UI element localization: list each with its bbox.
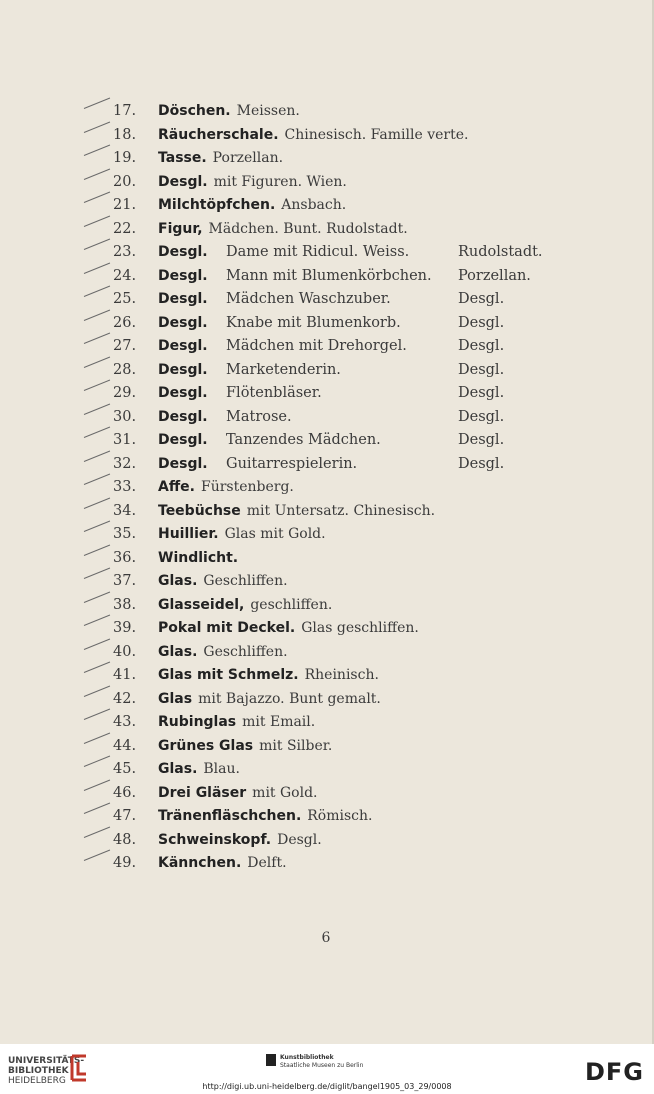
entry-title [158,782,318,806]
catalog-entry [0,829,652,853]
entry-origin: Desgl. [458,361,505,378]
entry-title-text: Tränenfläschchen. [158,808,302,824]
pencil-tick-icon [84,638,110,649]
entry-number: 33. [113,479,137,495]
entry-number: 37. [113,573,137,589]
entry-title-text: Desgl. [158,338,208,354]
entry-description: mit Bajazzo. Bunt gemalt. [198,690,381,707]
entry-number: 20. [113,173,137,190]
catalog-entries [0,100,652,876]
entry-number: 45. [113,761,137,777]
entry-description: mit Silber. [259,737,333,754]
entry-number: 46. [113,784,137,801]
entry-number: 28. [113,361,137,378]
entry-description: Knabe mit Blumenkorb. [226,314,401,331]
entry-title [158,617,419,641]
entry-number: 23. [113,244,137,260]
entry-title [158,476,294,500]
catalog-entry [0,453,652,477]
entry-origin: Rudolstadt. [458,244,543,260]
catalog-entry [0,265,652,289]
pencil-tick-icon [84,427,110,438]
pencil-tick-icon [84,98,110,109]
pencil-tick-icon [84,732,110,743]
entry-number: 39. [113,620,137,636]
pencil-tick-icon [84,497,110,508]
entry-title-text: Desgl. [158,385,208,401]
entry-origin: Desgl. [458,385,505,401]
pencil-tick-icon [84,356,110,367]
entry-description: Flötenbläser. [226,385,322,401]
catalog-entry [0,782,652,806]
dfg-logo[interactable]: DFG [584,1058,644,1086]
pencil-tick-icon [84,756,110,767]
catalog-entry [0,617,652,641]
entry-title-text: Desgl. [158,173,208,190]
entry-title [158,241,208,265]
entry-description: Tanzendes Mädchen. [226,432,381,448]
catalog-entry [0,570,652,594]
entry-title-text: Desgl. [158,432,208,448]
entry-title [158,805,372,829]
entry-title [158,453,208,477]
entry-description: Ansbach. [281,197,347,213]
entry-number: 30. [113,408,137,425]
entry-title [158,829,322,853]
entry-title-text: Glas. [158,573,198,589]
entry-description: mit Untersatz. Chinesisch. [246,502,436,519]
entry-title-text: Rubinglas [158,714,237,730]
catalog-entry [0,218,652,242]
entry-description: Mädchen Waschzuber. [226,291,391,307]
entry-number: 34. [113,502,137,519]
catalog-entry [0,194,652,218]
catalog-entry [0,382,652,406]
pencil-tick-icon [84,826,110,837]
entry-title [158,664,379,688]
pencil-tick-icon [84,215,110,226]
catalog-entry [0,711,652,735]
entry-title-text: Windlicht. [158,549,239,566]
entry-number: 40. [113,643,137,660]
entry-origin: Desgl. [458,291,505,307]
pencil-tick-icon [84,521,110,532]
entry-title [158,194,346,218]
pencil-tick-icon [84,450,110,461]
entry-number: 49. [113,855,137,871]
catalog-entry [0,500,652,524]
pencil-tick-icon [84,121,110,132]
entry-number: 31. [113,432,137,448]
entry-origin: Desgl. [458,314,505,331]
entry-description: Geschliffen. [203,573,288,589]
entry-title-text: Glas mit Schmelz. [158,667,299,683]
kunstbibliothek-label[interactable] [280,1054,363,1070]
entry-description: Rheinisch. [304,667,379,683]
kb-line-2: Staatliche Museen zu Berlin [280,1062,364,1069]
entry-origin: Desgl. [458,408,505,425]
entry-number: 44. [113,737,137,754]
uni-line-1: UNIVERSITÄTS- [8,1056,85,1066]
entry-title [158,218,408,242]
entry-number: 29. [113,385,137,401]
pencil-tick-icon [84,544,110,555]
entry-number: 24. [113,267,137,284]
entry-title-text: Glas. [158,761,198,777]
entry-title [158,735,332,759]
catalog-entry [0,523,652,547]
entry-title-text: Desgl. [158,314,208,331]
entry-title [158,406,208,430]
pencil-tick-icon [84,779,110,790]
entry-number: 38. [113,596,137,613]
entry-title-text: Affe. [158,479,195,495]
entry-number: 19. [113,150,137,166]
pencil-tick-icon [84,568,110,579]
entry-title-text: Desgl. [158,244,208,260]
catalog-entry [0,547,652,571]
pencil-tick-icon [84,286,110,297]
entry-number: 27. [113,338,137,354]
pencil-tick-icon [84,850,110,861]
catalog-entry [0,476,652,500]
pencil-tick-icon [84,685,110,696]
catalog-entry [0,429,652,453]
catalog-entry [0,406,652,430]
catalog-entry [0,241,652,265]
catalog-entry [0,688,652,712]
entry-title-text: Glas [158,690,193,707]
entry-title [158,335,208,359]
entry-description: Marketenderin. [226,361,341,378]
pencil-tick-icon [84,709,110,720]
pencil-tick-icon [84,145,110,156]
entry-title-text: Desgl. [158,291,208,307]
entry-title [158,100,300,124]
entry-origin: Porzellan. [458,267,531,284]
entry-title-text: Kännchen. [158,855,242,871]
entry-number: 26. [113,314,137,331]
entry-description: Porzellan. [212,150,284,166]
pencil-tick-icon [84,239,110,250]
page-url[interactable]: http://digi.ub.uni-heidelberg.de/diglit/bangel1905_03_29/0008 [202,1082,452,1091]
entry-description: Dame mit Ridicul. Weiss. [226,244,410,260]
entry-description: mit Email. [242,714,316,730]
catalog-entry [0,805,652,829]
entry-number: 47. [113,808,137,824]
entry-description: Desgl. [277,831,322,848]
entry-number: 35. [113,526,137,542]
catalog-entry [0,359,652,383]
uni-line-3: HEIDELBERG [8,1076,66,1086]
entry-number: 25. [113,291,137,307]
entry-description: Matrose. [226,408,292,425]
entry-title-text: Desgl. [158,408,208,425]
catalog-entry [0,735,652,759]
pencil-tick-icon [84,333,110,344]
entry-origin: Desgl. [458,338,505,354]
pencil-tick-icon [84,474,110,485]
catalog-entry [0,664,652,688]
catalog-entry [0,124,652,148]
entry-title-text: Desgl. [158,455,208,472]
entry-title [158,711,315,735]
entry-title-text: Grünes Glas [158,737,254,754]
entry-number: 17. [113,103,137,119]
entry-title [158,523,326,547]
entry-title-text: Milchtöpfchen. [158,197,276,213]
catalog-entry [0,171,652,195]
entry-title [158,429,208,453]
university-logo-icon [68,1054,90,1082]
entry-description: mit Gold. [252,784,318,801]
entry-title [158,594,332,618]
entry-title [158,359,208,383]
pencil-tick-icon [84,168,110,179]
entry-title [158,265,208,289]
entry-number: 48. [113,831,137,848]
entry-title-text: Drei Gläser [158,784,247,801]
entry-title [158,688,381,712]
entry-title-text: Glasseidel, [158,596,245,613]
uni-line-2: BIBLIOTHEK [8,1066,69,1076]
catalog-entry [0,594,652,618]
entry-title-text: Desgl. [158,267,208,284]
entry-title [158,852,287,876]
catalog-entry [0,100,652,124]
entry-description: Glas geschliffen. [301,620,419,636]
entry-title [158,124,468,148]
entry-title [158,570,288,594]
catalog-entry [0,852,652,876]
catalog-entry [0,312,652,336]
entry-title [158,641,288,665]
entry-title-text: Figur, [158,220,203,237]
entry-description: Mädchen mit Drehorgel. [226,338,407,354]
entry-title [158,382,208,406]
entry-title-text: Räucherschale. [158,126,279,143]
entry-description: Guitarrespielerin. [226,455,358,472]
entry-description: Mädchen. Bunt. Rudolstadt. [208,220,408,237]
pencil-tick-icon [84,309,110,320]
entry-title [158,500,435,524]
entry-description: mit Figuren. Wien. [213,173,347,190]
entry-description: geschliffen. [250,596,333,613]
entry-title-text: Pokal mit Deckel. [158,620,296,636]
entry-description: Römisch. [307,808,373,824]
entry-title [158,288,208,312]
entry-number: 41. [113,667,137,683]
entry-title-text: Teebüchse [158,502,241,519]
entry-origin: Desgl. [458,432,505,448]
entry-origin: Desgl. [458,455,505,472]
entry-title [158,147,283,171]
entry-number: 22. [113,220,137,237]
entry-number: 42. [113,690,137,707]
pencil-tick-icon [84,662,110,673]
catalog-entry [0,147,652,171]
pencil-tick-icon [84,380,110,391]
entry-title [158,758,240,782]
entry-title-text: Tasse. [158,150,207,166]
entry-title [158,312,208,336]
pencil-tick-icon [84,192,110,203]
entry-title-text: Huillier. [158,526,219,542]
pencil-tick-icon [84,615,110,626]
entry-title [158,547,238,571]
footer-bar [0,1046,654,1094]
entry-description: Mann mit Blumenkörbchen. [226,267,432,284]
entry-number: 18. [113,126,137,143]
catalog-entry [0,288,652,312]
catalog-entry [0,335,652,359]
pencil-tick-icon [84,262,110,273]
kunstbibliothek-logo-icon [266,1054,276,1066]
entry-description: Chinesisch. Famille verte. [284,126,469,143]
kb-line-1: Kunstbibliothek [280,1054,334,1061]
pencil-tick-icon [84,403,110,414]
pencil-tick-icon [84,591,110,602]
entry-title [158,171,347,195]
entry-number: 43. [113,714,137,730]
entry-title-text: Desgl. [158,361,208,378]
entry-number: 32. [113,455,137,472]
entry-title-text: Glas. [158,643,198,660]
entry-description: Glas mit Gold. [224,526,326,542]
pencil-tick-icon [84,803,110,814]
entry-description: Meissen. [236,103,300,119]
entry-description: Blau. [203,761,240,777]
entry-description: Geschliffen. [203,643,288,660]
catalog-entry [0,758,652,782]
entry-description: Delft. [247,855,287,871]
page-number: 6 [321,930,331,946]
entry-title-text: Schweinskopf. [158,831,272,848]
entry-description: Fürstenberg. [201,479,294,495]
catalog-entry [0,641,652,665]
entry-number: 21. [113,197,137,213]
entry-title-text: Döschen. [158,103,231,119]
entry-number: 36. [113,549,137,566]
